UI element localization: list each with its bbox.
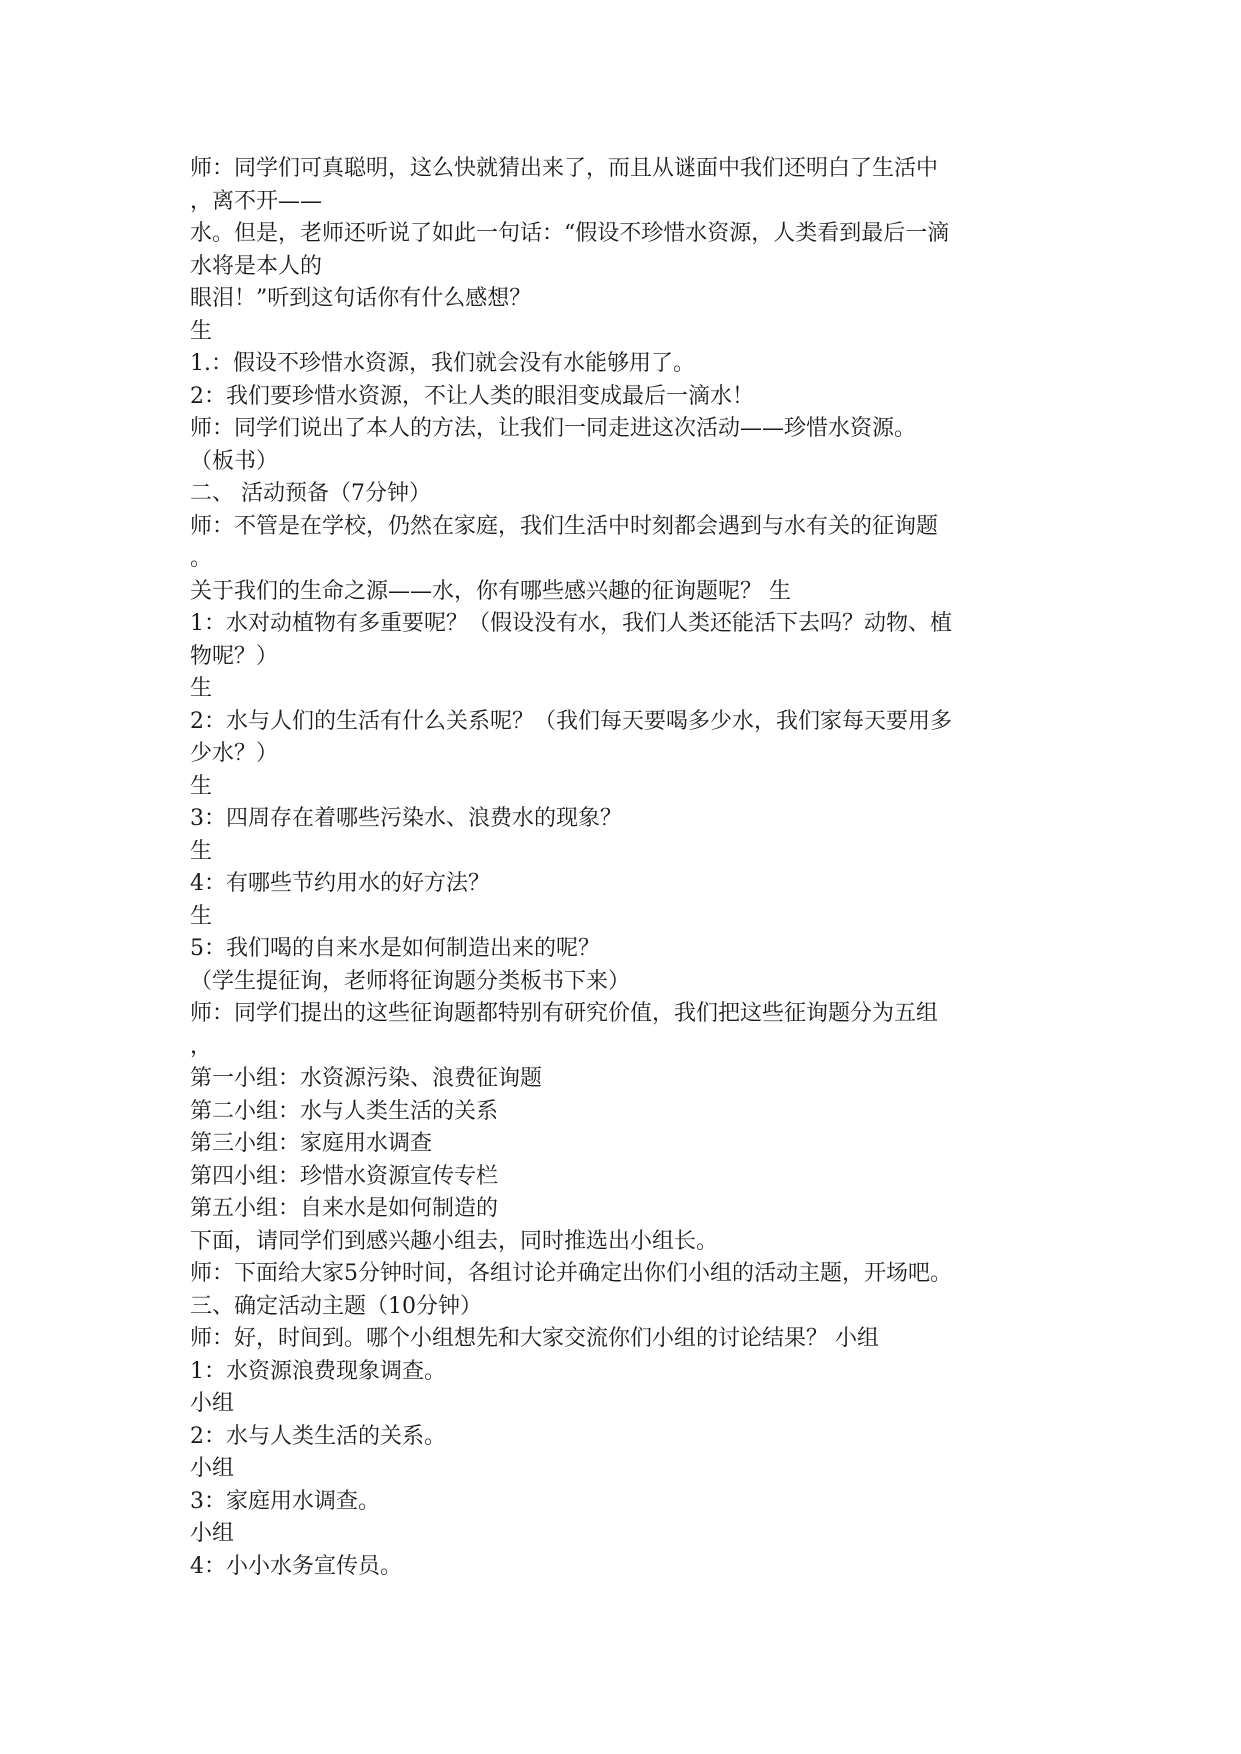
text-line: 生 xyxy=(190,676,213,701)
text-line: ， xyxy=(190,1033,213,1059)
text-line: 水。但是，老师还听说了如此一句话：“假设不珍惜水资源，人类看到最后一滴 xyxy=(190,221,950,246)
group-item: 第五小组：自来水是如何制造的 xyxy=(190,1196,499,1221)
text-line: 生 xyxy=(190,903,213,929)
text-line: 下面，请同学们到感兴趣小组去，同时推选出小组长。 xyxy=(190,1228,719,1254)
text-line: 2：水与人们的生活有什么关系呢？（我们每天要喝多少水，我们家每天要用多 xyxy=(190,708,952,734)
group-item: 第三小组：家庭用水调查 xyxy=(190,1131,433,1156)
text-line: 1：水对动植物有多重要呢？（假设没有水，我们人类还能活下去吗？动物、植 xyxy=(190,611,952,636)
text-line: 物呢？） xyxy=(190,643,279,669)
text-line: 2：水与人类生活的关系。 xyxy=(190,1423,446,1449)
text-line: ，离不开—— xyxy=(190,188,323,214)
text-line: 生 xyxy=(190,318,213,344)
text-line: 师：好，时间到。哪个小组想先和大家交流你们小组的讨论结果？ 小组 xyxy=(190,1326,879,1351)
text-line: 生 xyxy=(190,773,213,799)
text-line: 眼泪！”听到这句话你有什么感想？ xyxy=(190,286,532,311)
text-line: 1：水资源浪费现象调查。 xyxy=(190,1358,446,1384)
text-line: 师：下面给大家5分钟时间，各组讨论并确定出你们小组的活动主题，开场吧。 xyxy=(190,1261,952,1286)
text-line: 少水？） xyxy=(190,741,279,766)
text-line: 关于我们的生命之源——水，你有哪些感兴趣的征询题呢？ 生 xyxy=(190,578,791,604)
text-line: 师：同学们可真聪明，这么快就猜出来了，而且从谜面中我们还明白了生活中 xyxy=(190,156,939,181)
section-heading: 三、确定活动主题（10分钟） xyxy=(190,1293,482,1319)
text-line: 师：不管是在学校，仍然在家庭，我们生活中时刻都会遇到与水有关的征询题 xyxy=(190,513,939,539)
text-line: 师：同学们提出的这些征询题都特别有研究价值，我们把这些征询题分为五组 xyxy=(190,1001,939,1026)
group-item: 第一小组：水资源污染、浪费征询题 xyxy=(190,1066,543,1091)
text-line: 水将是本人的 xyxy=(190,253,323,279)
text-line: 生 xyxy=(190,838,213,864)
text-line: 3：四周存在着哪些污染水、浪费水的现象？ xyxy=(190,806,622,831)
text-line: 。 xyxy=(190,546,213,571)
text-line: 师：同学们说出了本人的方法，让我们一同走进这次活动——珍惜水资源。 xyxy=(190,416,917,441)
group-item: 第四小组：珍惜水资源宣传专栏 xyxy=(190,1163,499,1189)
text-line: 3：家庭用水调查。 xyxy=(190,1488,380,1514)
document-body xyxy=(190,153,1070,1583)
text-line: 1.：假设不珍惜水资源，我们就会没有水能够用了。 xyxy=(190,351,695,376)
text-line: （板书） xyxy=(190,448,279,474)
group-item: 第二小组：水与人类生活的关系 xyxy=(190,1098,499,1124)
section-heading: 二、 活动预备（7分钟） xyxy=(190,481,431,506)
text-line: 2：我们要珍惜水资源，不让人类的眼泪变成最后一滴水！ xyxy=(190,383,754,409)
text-line: 5：我们喝的自来水是如何制造出来的呢？ xyxy=(190,936,600,961)
text-line: 小组 xyxy=(190,1391,235,1416)
text-line: 4：有哪些节约用水的好方法？ xyxy=(190,871,490,896)
text-line: 小组 xyxy=(190,1456,235,1481)
text-line: 小组 xyxy=(190,1521,235,1546)
text-line: 4：小小水务宣传员。 xyxy=(190,1553,402,1579)
text-line: （学生提征询，老师将征询题分类板书下来） xyxy=(190,968,631,994)
